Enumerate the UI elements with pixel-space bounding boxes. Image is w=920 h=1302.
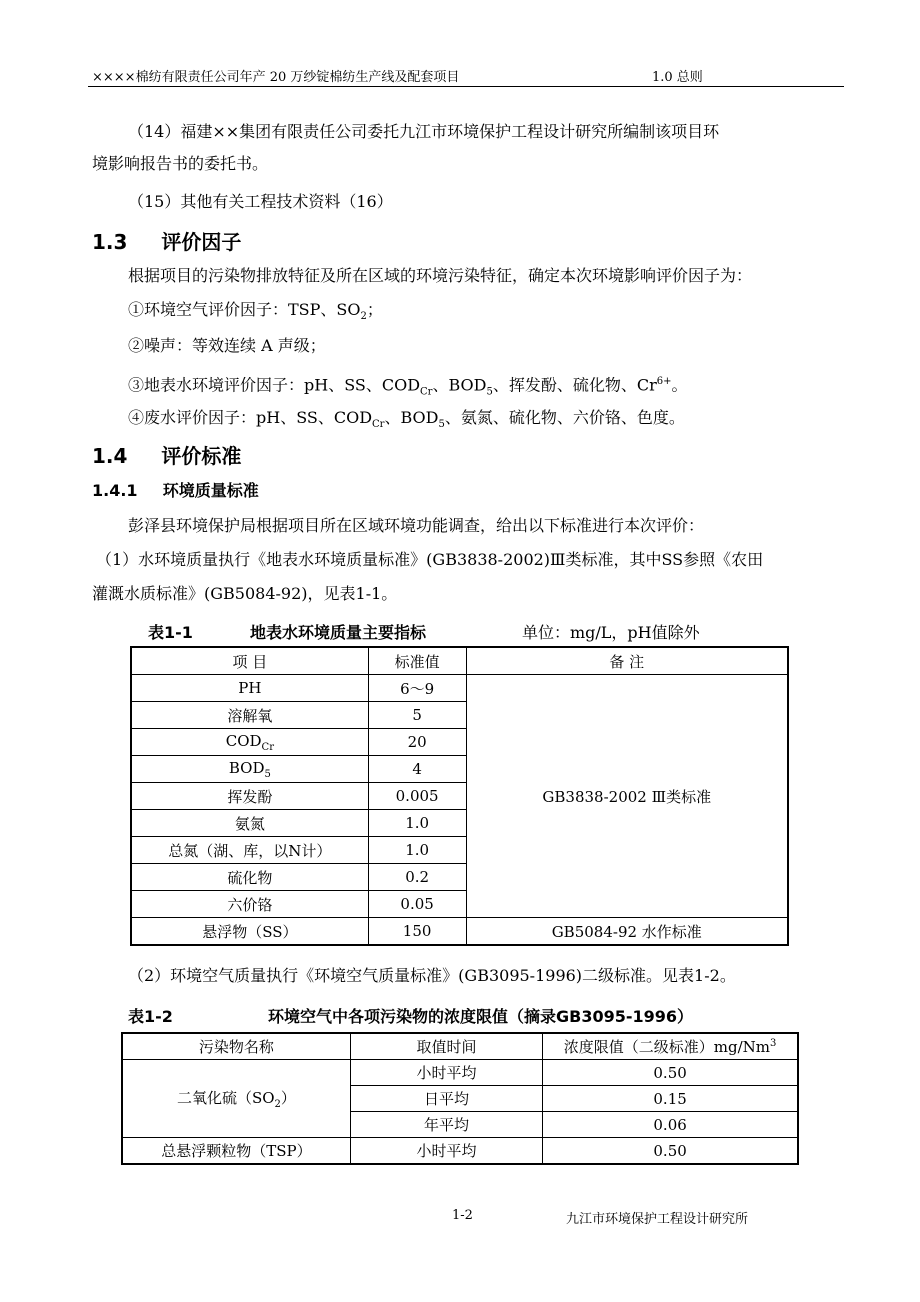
- table-row: [131, 918, 788, 946]
- header-note: 备 注: [466, 647, 788, 675]
- cell-item: 挥发酚: [131, 783, 368, 810]
- paragraph-14-line1: （14）福建××集团有限责任公司委托九江市环境保护工程设计研究所编制该项目环: [128, 122, 720, 141]
- cell-limit: 0.06: [543, 1112, 798, 1138]
- cell-time: 年平均: [350, 1112, 542, 1138]
- section-title: 评价标准: [161, 444, 242, 468]
- header-divider: [88, 86, 844, 87]
- cell-time: 小时平均: [350, 1138, 542, 1165]
- standard-item-1-line1: （1）水环境质量执行《地表水环境质量标准》(GB3838-2002)Ⅲ类标准，其中SS参照《农田: [96, 550, 764, 569]
- header-item: 项 目: [131, 647, 368, 675]
- cell-value: 1.0: [368, 837, 466, 864]
- table-header-row: [122, 1033, 798, 1060]
- cell-item: 氨氮: [131, 810, 368, 837]
- table-header-row: [131, 647, 788, 675]
- cell-item: 六价铬: [131, 891, 368, 918]
- table-air-quality-limits: [121, 1032, 799, 1165]
- header-chapter: 1.0 总则: [652, 70, 703, 85]
- section-1-3-intro: 根据项目的污染物排放特征及所在区域的环境污染特征，确定本次环境影响评价因子为：: [128, 266, 753, 285]
- cell-note-gb5084: GB5084-92 水作标准: [466, 918, 788, 946]
- table-row: [122, 1138, 798, 1165]
- paragraph-15: （15）其他有关工程技术资料（16）: [128, 192, 393, 211]
- cell-limit: 0.50: [543, 1060, 798, 1086]
- table2-label: 表1-2: [128, 1007, 173, 1026]
- cell-item: $BOD_5$: [131, 756, 368, 783]
- header-pollutant: 污染物名称: [122, 1033, 350, 1060]
- cell-time: 小时平均: [350, 1060, 542, 1086]
- cell-value: 150: [368, 918, 466, 946]
- table1-unit: 单位：mg/L，pH值除外: [522, 623, 700, 642]
- factor-surface-water: ③地表水环境评价因子：pH、SS、$COD_{Cr}$、$BOD_5$、挥发酚、硫化物、$Cr^{6+}$。: [128, 375, 688, 398]
- cell-pollutant-tsp: 总悬浮颗粒物（TSP）: [122, 1138, 350, 1165]
- factor-noise: ②噪声：等效连续 A 声级；: [128, 336, 326, 355]
- table1-label: 表1-1: [148, 623, 193, 642]
- header-time: 取值时间: [350, 1033, 542, 1060]
- cell-pollutant-so2: 二氧化硫$(SO_2)$: [122, 1060, 350, 1138]
- factor-air: ①环境空气评价因子：TSP、$SO_2$；: [128, 300, 383, 323]
- cell-item: $COD_{Cr}$: [131, 729, 368, 756]
- standard-item-1-line2: 灌溉水质标准》(GB5084-92)，见表1-1。: [92, 584, 398, 603]
- cell-item: 悬浮物（SS）: [131, 918, 368, 946]
- section-number: 1.3: [92, 230, 128, 254]
- cell-value: 1.0: [368, 810, 466, 837]
- section-title: 评价因子: [161, 230, 242, 254]
- cell-value: 6～9: [368, 675, 466, 702]
- cell-item: PH: [131, 675, 368, 702]
- table-surface-water-standards: [130, 646, 789, 946]
- cell-value: 20: [368, 729, 466, 756]
- factor-wastewater: ④废水评价因子：pH、SS、$COD_{Cr}$、$BOD_5$、氨氮、硫化物、六价铬、色度。: [128, 408, 685, 431]
- cell-note-gb3838: GB3838-2002 Ⅲ类标准: [466, 675, 788, 918]
- table2-title: 环境空气中各项污染物的浓度限值（摘录GB3095-1996）: [268, 1007, 694, 1026]
- table-row: [122, 1060, 798, 1086]
- cell-item: 硫化物: [131, 864, 368, 891]
- header-limit: 浓度限值（二级标准）mg/Nm$^3$: [543, 1033, 798, 1060]
- footer-organization: 九江市环境保护工程设计研究所: [566, 1212, 749, 1227]
- cell-value: 4: [368, 756, 466, 783]
- section-1-4-intro: 彭泽县环境保护局根据项目所在区域环境功能调查，给出以下标准进行本次评价：: [128, 516, 705, 535]
- subsection-1-4-1-heading: 1.4.1 环境质量标准: [92, 481, 259, 500]
- footer-page-number: 1-2: [452, 1208, 473, 1223]
- cell-limit: 0.15: [543, 1086, 798, 1112]
- cell-item: 总氮（湖、库，以N计）: [131, 837, 368, 864]
- cell-item: 溶解氧: [131, 702, 368, 729]
- section-1-4-heading: [92, 440, 241, 469]
- cell-value: 0.05: [368, 891, 466, 918]
- cell-value: 0.2: [368, 864, 466, 891]
- header-title: ××××棉纺有限责任公司年产 20 万纱锭棉纺生产线及配套项目: [92, 70, 460, 85]
- cell-time: 日平均: [350, 1086, 542, 1112]
- section-1-3-heading: [92, 226, 241, 255]
- table-row: [131, 675, 788, 702]
- header-value: 标准值: [368, 647, 466, 675]
- cell-value: 5: [368, 702, 466, 729]
- cell-limit: 0.50: [543, 1138, 798, 1165]
- section-number: 1.4: [92, 444, 128, 468]
- paragraph-14-line2: 境影响报告书的委托书。: [92, 154, 269, 173]
- standard-item-2: （2）环境空气质量执行《环境空气质量标准》(GB3095-1996)二级标准。见表1-2。: [128, 966, 736, 985]
- cell-value: 0.005: [368, 783, 466, 810]
- table1-title: 地表水环境质量主要指标: [250, 623, 427, 642]
